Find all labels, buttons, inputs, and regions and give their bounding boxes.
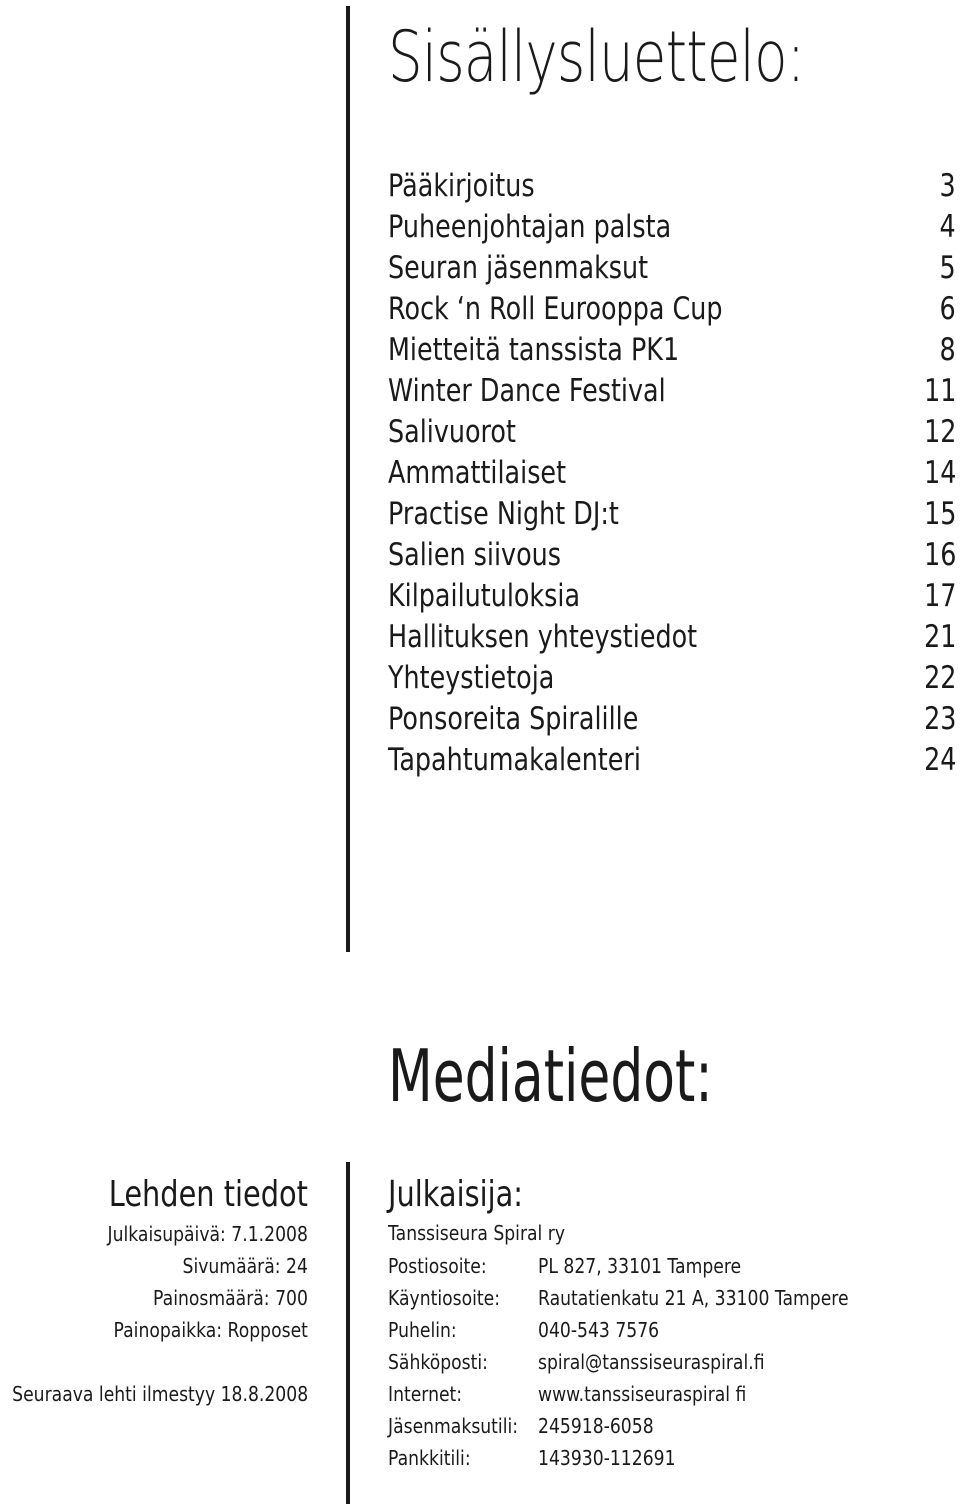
publisher-detail-row bbox=[388, 1442, 948, 1474]
toc-item-page: 22 bbox=[923, 660, 956, 696]
detail-label: Käyntiosoite: bbox=[388, 1286, 501, 1310]
toc-item-label: Puheenjohtajan palsta bbox=[388, 209, 672, 245]
publisher-details bbox=[388, 1250, 948, 1474]
toc-item-page: 3 bbox=[939, 168, 956, 204]
toc-item bbox=[388, 576, 956, 617]
toc-item-page: 8 bbox=[939, 332, 956, 368]
toc-list bbox=[388, 166, 956, 781]
toc-item bbox=[388, 699, 956, 740]
vertical-divider-bottom bbox=[346, 1162, 350, 1504]
toc-item-label: Kilpailutuloksia bbox=[388, 578, 581, 614]
publisher-heading: Julkaisija: bbox=[388, 1174, 523, 1215]
issue-info bbox=[59, 1172, 308, 1346]
toc-item-label: Ammattilaiset bbox=[388, 455, 567, 491]
detail-value: 245918-6058 bbox=[538, 1414, 654, 1438]
detail-label: Sähköposti: bbox=[388, 1350, 488, 1374]
issue-info-line: Sivumäärä: 24 bbox=[182, 1254, 308, 1278]
toc-item bbox=[388, 617, 956, 658]
toc-item-page: 11 bbox=[923, 373, 956, 409]
publisher-detail-row bbox=[388, 1346, 948, 1378]
toc-item-page: 6 bbox=[939, 291, 956, 327]
toc-item-page: 21 bbox=[923, 619, 956, 655]
detail-label: Jäsenmaksutili: bbox=[388, 1414, 519, 1438]
toc-item-label: Ponsoreita Spiralille bbox=[388, 701, 639, 737]
detail-value: 143930-112691 bbox=[538, 1446, 676, 1470]
detail-value: spiral@tanssiseuraspiral.fi bbox=[538, 1350, 765, 1374]
toc-item bbox=[388, 740, 956, 781]
toc-item-label: Hallituksen yhteystiedot bbox=[388, 619, 698, 655]
issue-info-line: Julkaisupäivä: 7.1.2008 bbox=[107, 1222, 308, 1246]
toc-item bbox=[388, 248, 956, 289]
toc-title: Sisällysluettelo: bbox=[388, 16, 805, 98]
toc-item-page: 17 bbox=[923, 578, 956, 614]
publisher-detail-row bbox=[388, 1250, 948, 1282]
toc-item-label: Yhteystietoja bbox=[388, 660, 555, 696]
publisher-detail-row bbox=[388, 1378, 948, 1410]
toc-item-label: Mietteitä tanssista PK1 bbox=[388, 332, 680, 368]
detail-value: 040-543 7576 bbox=[538, 1318, 660, 1342]
detail-value: PL 827, 33101 Tampere bbox=[538, 1254, 742, 1278]
issue-info-heading: Lehden tiedot bbox=[108, 1174, 308, 1215]
publisher-detail-row bbox=[388, 1282, 948, 1314]
publisher-detail-row bbox=[388, 1410, 948, 1442]
toc-item bbox=[388, 535, 956, 576]
toc-item bbox=[388, 289, 956, 330]
detail-label: Pankkitili: bbox=[388, 1446, 471, 1470]
toc-item-page: 12 bbox=[923, 414, 956, 450]
toc-item bbox=[388, 453, 956, 494]
toc-item-label: Salien siivous bbox=[388, 537, 561, 573]
toc-item bbox=[388, 166, 956, 207]
toc-item bbox=[388, 494, 956, 535]
toc-item-page: 24 bbox=[923, 742, 956, 778]
toc-item-page: 4 bbox=[939, 209, 956, 245]
toc-item-page: 23 bbox=[923, 701, 956, 737]
detail-value: Rautatienkatu 21 A, 33100 Tampere bbox=[538, 1286, 849, 1310]
toc-item bbox=[388, 207, 956, 248]
toc-item bbox=[388, 412, 956, 453]
toc-item-label: Winter Dance Festival bbox=[388, 373, 666, 409]
toc-item bbox=[388, 658, 956, 699]
next-issue-note: Seuraava lehti ilmestyy 18.8.2008 bbox=[12, 1382, 308, 1406]
toc-item-label: Pääkirjoitus bbox=[388, 168, 535, 204]
toc-item-label: Seuran jäsenmaksut bbox=[388, 250, 649, 286]
publisher-detail-row bbox=[388, 1314, 948, 1346]
toc-item-label: Practise Night DJ:t bbox=[388, 496, 619, 532]
detail-label: Postiosoite: bbox=[388, 1254, 487, 1278]
toc-item-page: 5 bbox=[939, 250, 956, 286]
detail-label: Puhelin: bbox=[388, 1318, 457, 1342]
toc-item-page: 14 bbox=[923, 455, 956, 491]
media-title: Mediatiedot: bbox=[388, 1034, 713, 1118]
publisher-name: Tanssiseura Spiral ry bbox=[388, 1221, 566, 1245]
toc-item-page: 16 bbox=[923, 537, 956, 573]
vertical-divider-top bbox=[346, 6, 350, 952]
toc-item bbox=[388, 371, 956, 412]
toc-item-label: Rock ‘n Roll Eurooppa Cup bbox=[388, 291, 723, 327]
toc-item-page: 15 bbox=[923, 496, 956, 532]
detail-label: Internet: bbox=[388, 1382, 463, 1406]
issue-info-line: Painopaikka: Ropposet bbox=[113, 1318, 308, 1342]
toc-item-label: Salivuorot bbox=[388, 414, 516, 450]
toc-item bbox=[388, 330, 956, 371]
issue-info-line: Painosmäärä: 700 bbox=[153, 1286, 308, 1310]
toc-item-label: Tapahtumakalenteri bbox=[388, 742, 641, 778]
detail-value: www.tanssiseuraspiral fi bbox=[538, 1382, 747, 1406]
